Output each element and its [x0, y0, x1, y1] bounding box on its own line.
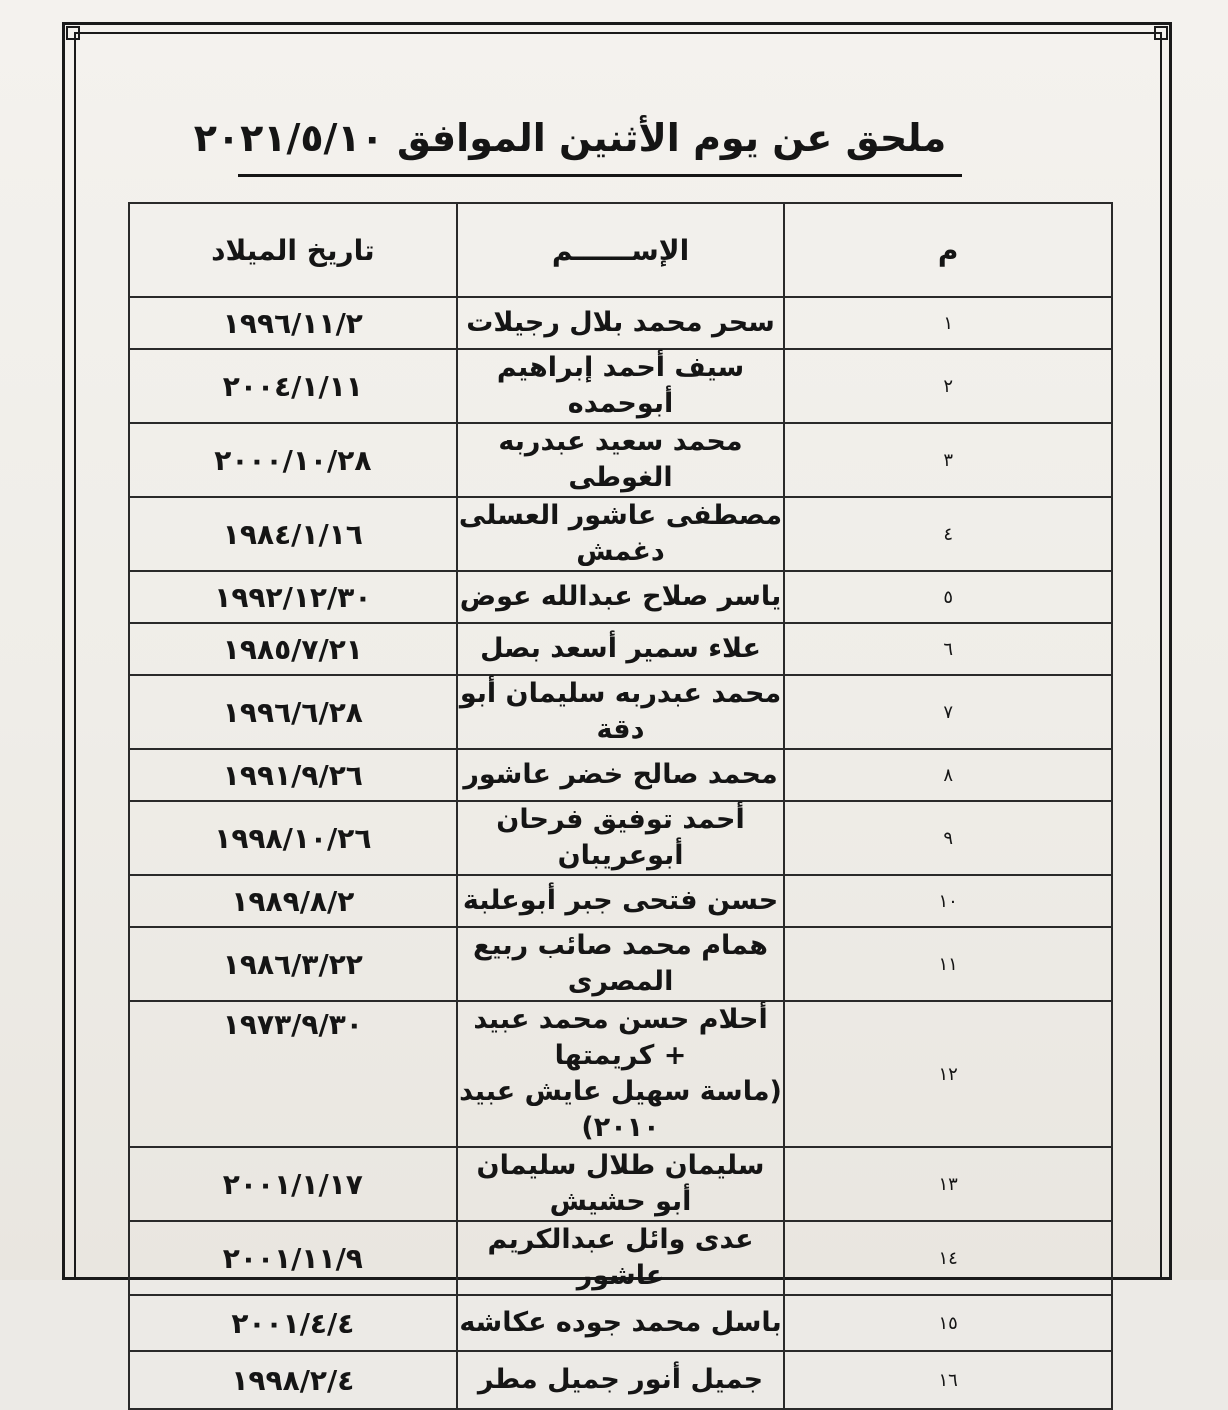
- table-row: [129, 801, 1112, 875]
- table-row: [129, 349, 1112, 423]
- header-row: [129, 203, 1112, 297]
- row-name: أحمد توفيق فرحان أبوعريبان: [457, 801, 785, 875]
- row-name: [457, 1001, 785, 1147]
- row-index: ٥: [784, 571, 1112, 623]
- corner-ornament: [66, 26, 80, 40]
- row-name: علاء سمير أسعد بصل: [457, 623, 785, 675]
- row-birth-date: ١٩٩٦/١١/٢: [129, 297, 457, 349]
- page-title: ملحق عن يوم الأثنين الموافق ٢٠٢١/٥/١٠: [193, 116, 947, 160]
- row-birth-date: ١٩٩٦/٦/٢٨: [129, 675, 457, 749]
- row-name: ياسر صلاح عبدالله عوض: [457, 571, 785, 623]
- table-row: [129, 423, 1112, 497]
- row-birth-date: ١٩٧٣/٩/٣٠: [129, 1001, 457, 1147]
- table-row: [129, 571, 1112, 623]
- row-name: همام محمد صائب ربيع المصرى: [457, 927, 785, 1001]
- row-birth-date: ١٩٩١/٩/٢٦: [129, 749, 457, 801]
- row-birth-date: ١٩٨٤/١/١٦: [129, 497, 457, 571]
- table-row: [129, 1001, 1112, 1147]
- row-index: ١٥: [784, 1295, 1112, 1351]
- roster-table: [128, 202, 1113, 1410]
- table-row: [129, 297, 1112, 349]
- row-index: ٣: [784, 423, 1112, 497]
- table-row: [129, 675, 1112, 749]
- table-row: [129, 1221, 1112, 1295]
- row-index: ١: [784, 297, 1112, 349]
- row-name: جميل أنور جميل مطر: [457, 1351, 785, 1409]
- row-name: محمد صالح خضر عاشور: [457, 749, 785, 801]
- row-birth-date: ٢٠٠١/١١/٩: [129, 1221, 457, 1295]
- row-index: ١١: [784, 927, 1112, 1001]
- row-name: حسن فتحى جبر أبوعلبة: [457, 875, 785, 927]
- row-index: ١٠: [784, 875, 1112, 927]
- row-name-line2: (ماسة سهيل عايش عبيد ٢٠١٠): [459, 1076, 782, 1143]
- row-name: سليمان طلال سليمان أبو حشيش: [457, 1147, 785, 1221]
- row-birth-date: ١٩٩٢/١٢/٣٠: [129, 571, 457, 623]
- row-birth-date: ١٩٨٩/٨/٢: [129, 875, 457, 927]
- title-underline: [238, 174, 962, 177]
- table-row: [129, 623, 1112, 675]
- row-index: ٨: [784, 749, 1112, 801]
- row-name-line1: أحلام حسن محمد عبيد + كريمتها: [473, 1004, 768, 1071]
- table-row: [129, 1351, 1112, 1409]
- row-name: باسل محمد جوده عكاشه: [457, 1295, 785, 1351]
- row-name: محمد عبدربه سليمان أبو دقة: [457, 675, 785, 749]
- corner-ornament: [1154, 26, 1168, 40]
- row-index: ٧: [784, 675, 1112, 749]
- row-index: ١٣: [784, 1147, 1112, 1221]
- table-row: [129, 927, 1112, 1001]
- row-name: سيف أحمد إبراهيم أبوحمده: [457, 349, 785, 423]
- table-row: [129, 749, 1112, 801]
- row-birth-date: ٢٠٠٠/١٠/٢٨: [129, 423, 457, 497]
- row-index: ١٢: [784, 1001, 1112, 1147]
- row-birth-date: ١٩٨٦/٣/٢٢: [129, 927, 457, 1001]
- row-birth-date: ١٩٩٨/٢/٤: [129, 1351, 457, 1409]
- row-name: محمد سعيد عبدربه الغوطى: [457, 423, 785, 497]
- table-row: [129, 1147, 1112, 1221]
- row-birth-date: ٢٠٠١/٤/٤: [129, 1295, 457, 1351]
- row-index: ٢: [784, 349, 1112, 423]
- row-name: عدى وائل عبدالكريم عاشور: [457, 1221, 785, 1295]
- row-index: ٩: [784, 801, 1112, 875]
- row-index: ٤: [784, 497, 1112, 571]
- row-name: سحر محمد بلال رجيلات: [457, 297, 785, 349]
- row-birth-date: ١٩٩٨/١٠/٢٦: [129, 801, 457, 875]
- header-birth-date: تاريخ الميلاد: [129, 203, 457, 297]
- header-index: م: [784, 203, 1112, 297]
- row-name: مصطفى عاشور العسلى دغمش: [457, 497, 785, 571]
- row-index: ١٦: [784, 1351, 1112, 1409]
- table-row: [129, 1295, 1112, 1351]
- row-birth-date: ٢٠٠١/١/١٧: [129, 1147, 457, 1221]
- table-row: [129, 497, 1112, 571]
- header-name: الإســــــم: [457, 203, 785, 297]
- row-birth-date: ١٩٨٥/٧/٢١: [129, 623, 457, 675]
- table-row: [129, 875, 1112, 927]
- row-birth-date: ٢٠٠٤/١/١١: [129, 349, 457, 423]
- row-index: ٦: [784, 623, 1112, 675]
- row-index: ١٤: [784, 1221, 1112, 1295]
